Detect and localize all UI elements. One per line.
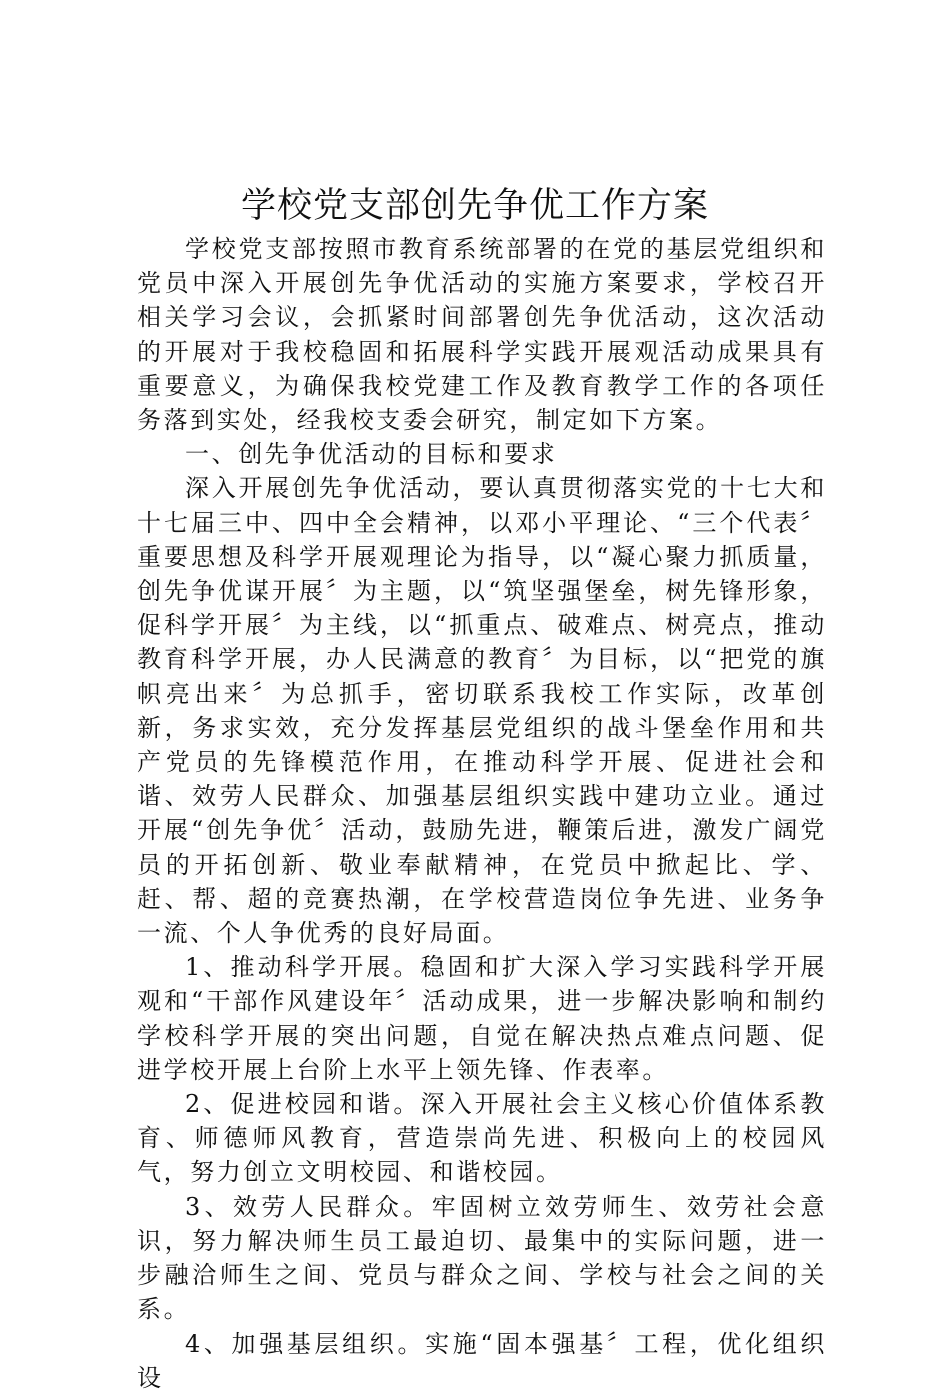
paragraph-item-3: 3、效劳人民群众。牢固树立效劳师生、效劳社会意识，努力解决师生员工最迫切、最集中的实际问题，进一步融洽师生之间、党员与群众之间、学校与社会之间的关系。 — [137, 1192, 827, 1324]
paragraph-item-2: 2、促进校园和谐。深入开展社会主义核心价值体系教育、师德师风教育，营造崇尚先进、积极向上的校园风气，努力创立文明校园、和谐校园。 — [137, 1090, 827, 1187]
document-title: 学校党支部创先争优工作方案 — [240, 186, 709, 226]
paragraph-item-4: 4、加强基层组织。实施“固本强基〞工程，优化组织设 — [137, 1329, 827, 1392]
paragraph-goals: 深入开展创先争优活动，要认真贯彻落实党的十七大和十七届三中、四中全会精神，以邓小平理论、“三个代表〞重要思想及科学开展观理论为指导，以“凝心聚力抓质量，创先争优谋开展〞为主题，以“筑坚强堡垒，树先锋形象，促科学开展〞为主线，以“抓重点、破难点、树亮点，推动教育科学开展，办人民满意的教育〞为目标，以“把党的旗帜亮出来〞为总抓手，密切联系我校工作实际，改革创新，务求实效，充分发挥基层党组织的战斗堡垒作用和共产党员的先锋模范作用，在推动科学开展、促进社会和谐、效劳人民群众、加强基层组织实践中建功立业。通过开展“创先争优〞活动，鼓励先进，鞭策后进，激发广阔党员的开拓创新、敬业奉献精神，在党员中掀起比、学、赶、帮、超的竞赛热潮，在学校营造岗位争先进、业务争一流、个人争优秀的良好局面。 — [137, 474, 827, 948]
document-body — [137, 232, 827, 1395]
section-heading-goals: 一、创先争优活动的目标和要求 — [185, 440, 558, 469]
paragraph-item-1: 1、推动科学开展。稳固和扩大深入学习实践科学开展观和“干部作风建设年〞活动成果，进一步解决影响和制约学校科学开展的突出问题，自觉在解决热点难点问题、促进学校开展上台阶上水平上领先锋、作表率。 — [137, 953, 827, 1084]
paragraph-intro: 学校党支部按照市教育系统部署的在党的基层党组织和党员中深入开展创先争优活动的实施方案要求，学校召开相关学习会议，会抓紧时间部署创先争优活动，这次活动的开展对于我校稳固和拓展科学实践开展观活动成果具有重要意义，为确保我校党建工作及教育教学工作的各项任务落到实处，经我校支委会研究，制定如下方案。 — [137, 235, 827, 435]
